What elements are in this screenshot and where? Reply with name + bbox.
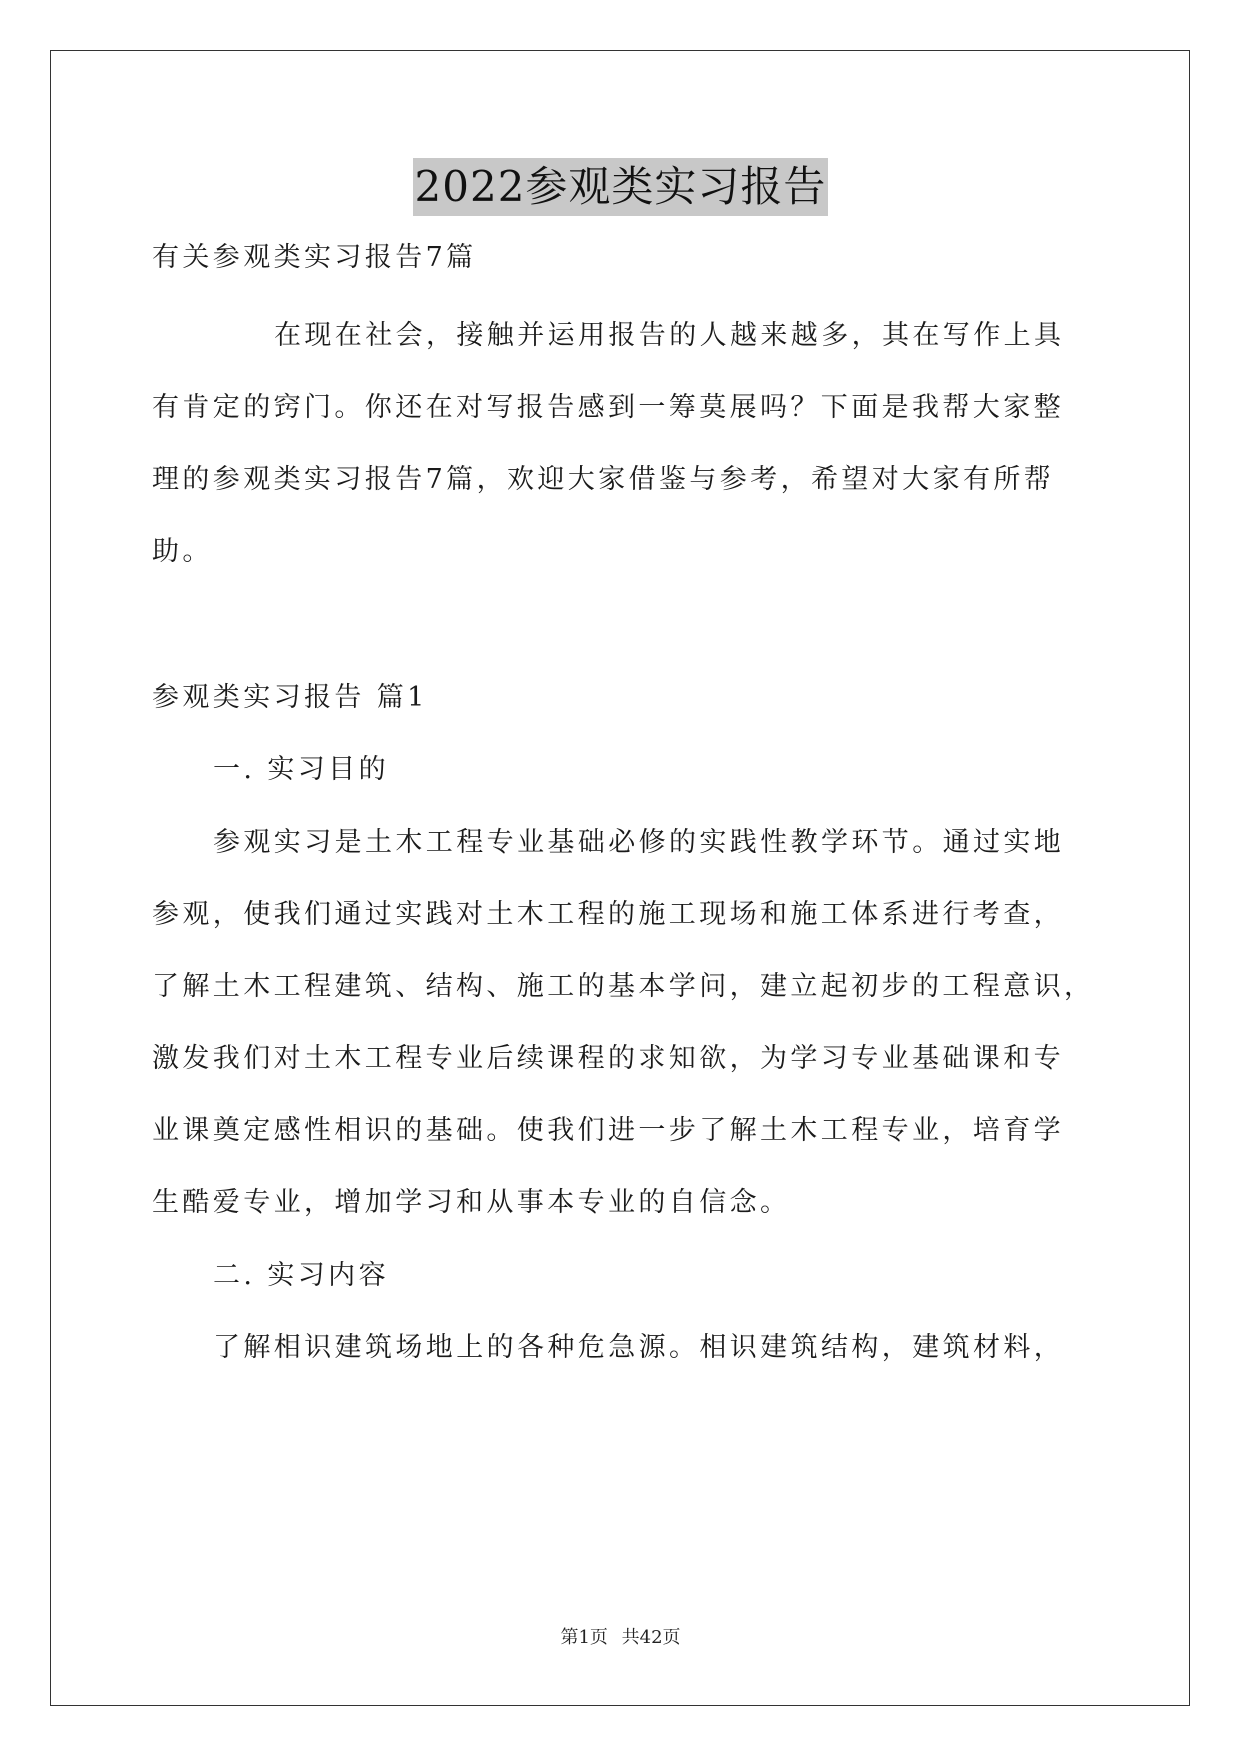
section-heading: 参观类实习报告 篇1 [152,682,428,713]
body-1-line-6: 生酷爱专业，增加学习和从事本专业的自信念。 [152,1187,791,1218]
page-number: 第1页 [560,1627,608,1648]
body-1-line-4: 激发我们对土木工程专业后续课程的求知欲，为学习专业基础课和专 [152,1043,1064,1074]
document-subtitle: 有关参观类实习报告7篇 [152,242,477,273]
document-title: 2022参观类实习报告 [413,158,829,216]
intro-line-1: 在现在社会，接触并运用报告的人越来越多，其在写作上具 [274,320,1065,351]
page-total: 共42页 [621,1627,681,1648]
intro-line-4: 助。 [152,536,213,567]
page-footer [0,1626,1241,1650]
body-1-line-5: 业课奠定感性相识的基础。使我们进一步了解土木工程专业，培育学 [152,1115,1064,1146]
heading-purpose: 一. 实习目的 [213,754,389,785]
body-1-line-2: 参观，使我们通过实践对土木工程的施工现场和施工体系进行考查， [152,899,1064,930]
page-frame [50,50,1190,1706]
body-1-line-3: 了解土木工程建筑、结构、施工的基本学问，建立起初步的工程意识， [152,971,1095,1002]
body-2-line-1: 了解相识建筑场地上的各种危急源。相识建筑结构，建筑材料， [213,1332,1065,1363]
heading-content: 二. 实习内容 [213,1260,389,1291]
intro-line-3: 理的参观类实习报告7篇，欢迎大家借鉴与参考，希望对大家有所帮 [152,464,1055,495]
body-1-line-1: 参观实习是土木工程专业基础必修的实践性教学环节。通过实地 [213,827,1065,858]
title-container [0,158,1241,216]
intro-line-2: 有肯定的窍门。你还在对写报告感到一筹莫展吗？下面是我帮大家整 [152,392,1064,423]
